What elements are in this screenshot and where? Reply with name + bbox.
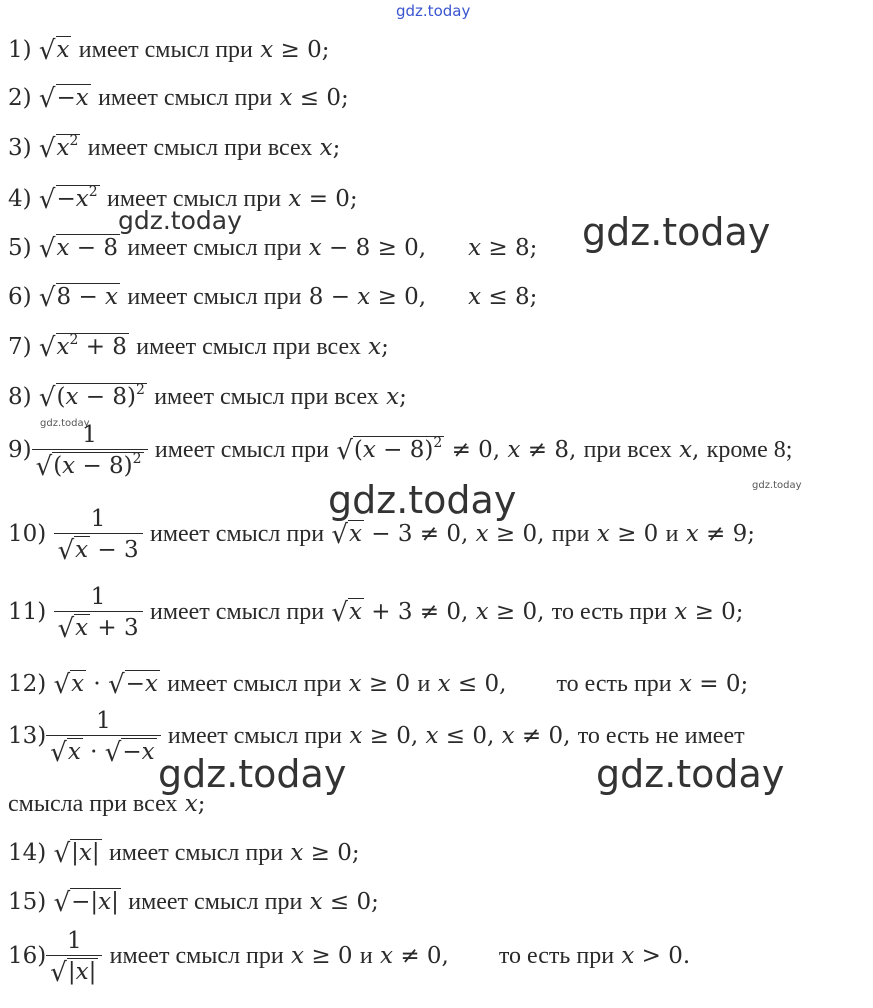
item-15: 15) √−|x| имеет смысл при x ≤ 0; bbox=[8, 888, 379, 918]
item-2: 2) √−x имеет смысл при x ≤ 0; bbox=[8, 84, 349, 114]
item-16: 16) $\frac{1}{√|x|}$ имеет смысл при x ≥ 0 и x ≠ 0, то есть при x > 0. bbox=[8, 928, 691, 988]
watermark: gdz.today bbox=[596, 752, 785, 796]
watermark: gdz.today bbox=[582, 210, 771, 254]
watermark: gdz.today bbox=[328, 478, 517, 522]
item-9: 9) $\frac{1}{√(x - 8)^2}$ имеет смысл при $√(x - 8)^2 \ne 0$, x ≠ 8, при всех x, кроме 8; bbox=[8, 422, 793, 482]
watermark-top: gdz.today bbox=[396, 2, 471, 20]
watermark: gdz.today bbox=[40, 418, 90, 429]
item-6: 6) √8 − x имеет смысл при 8 − x ≥ 0, x ≤ 8; bbox=[8, 283, 538, 313]
item-14: 14) √|x| имеет смысл при x ≥ 0; bbox=[8, 839, 360, 869]
item-4: 4) $√-x^2$ имеет смысл при x = 0; bbox=[8, 184, 358, 215]
item-13: 13) $\frac{1}{√x \cdot √-x}$ имеет смысл при x ≥ 0, x ≤ 0, x ≠ 0, то есть не имеет bbox=[8, 708, 745, 768]
item-5: 5) √x − 8 имеет смысл при x − 8 ≥ 0, x ≥ 8; bbox=[8, 234, 538, 264]
item-8: 8) $√(x - 8)^2$ имеет смысл при всех x; bbox=[8, 382, 407, 413]
item-10: 10) $\frac{1}{√x - 3}$ имеет смысл при √x − 3 ≠ 0, x ≥ 0, при x ≥ 0 и x ≠ 9; bbox=[8, 506, 756, 566]
watermark: gdz.today bbox=[752, 480, 802, 491]
watermark: gdz.today bbox=[158, 752, 347, 796]
item-11: 11) $\frac{1}{√x + 3}$ имеет смысл при √x + 3 ≠ 0, x ≥ 0, то есть при x ≥ 0; bbox=[8, 584, 744, 644]
item-12: 12) √x · √−x имеет смысл при x ≥ 0 и x ≤ 0, то есть при x = 0; bbox=[8, 670, 749, 700]
item-13-cont: смысла при всех x; bbox=[8, 791, 206, 817]
item-3: 3) $√x^2$ имеет смысл при всех x; bbox=[8, 133, 341, 164]
item-1: 1) √x имеет смысл при x ≥ 0; bbox=[8, 36, 330, 66]
item-7: 7) $√x^2 + 8$ имеет смысл при всех x; bbox=[8, 332, 389, 363]
watermark: gdz.today bbox=[118, 206, 242, 235]
